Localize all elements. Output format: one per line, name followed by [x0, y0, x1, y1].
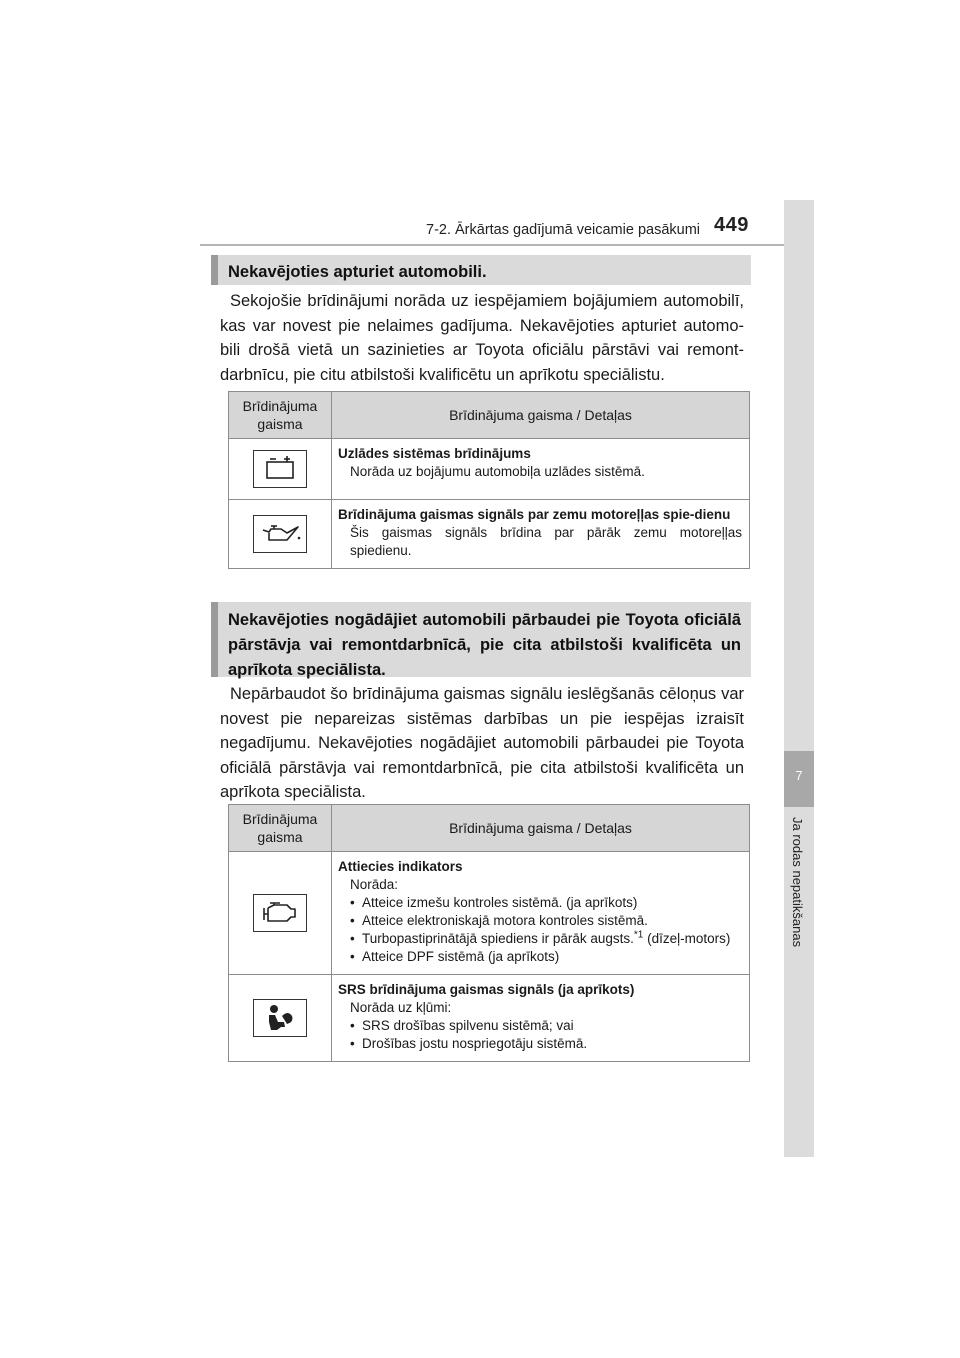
header-section-title: 7-2. Ārkārtas gadījumā veicamie pasākumi [426, 222, 701, 238]
row-body: Šis gaismas signāls brīdina par pārāk zemu motoreļļas spiedienu. [350, 525, 742, 558]
details-cell [332, 439, 750, 500]
chapter-side-tab [784, 200, 814, 1157]
icon-cell [229, 500, 332, 569]
col-warning-light: Brīdinājuma gaisma [229, 805, 332, 852]
icon-cell [229, 439, 332, 500]
warning-table-2 [228, 804, 750, 1062]
col-warning-light: Brīdinājuma gaisma [229, 392, 332, 439]
chapter-number: 7 [795, 768, 803, 783]
row-body: Norāda: [350, 877, 399, 892]
footnote-marker: *1 [633, 929, 644, 941]
table-header-row [229, 805, 750, 852]
table-row [229, 500, 750, 569]
chapter-label: Ja rodas nepatikšanas [790, 817, 805, 948]
warning-table-1 [228, 391, 750, 569]
col-warning-details: Brīdinājuma gaisma / Detaļas [332, 392, 750, 439]
table-row [229, 439, 750, 500]
section2-banner: Nekavējoties nogādājiet automobili pārbaudei pie Toyota oficiālā pārstāvja vai remontdarbnīcā, pie cita atbilstoši kvalificēta un aprīkota speciālista. [211, 602, 751, 677]
header-divider [200, 244, 814, 246]
bullet-list [338, 1017, 742, 1053]
list-item: • Drošības jostu nospriegotāju sistēmā. [350, 1035, 742, 1053]
row-title: SRS brīdinājuma gaismas signāls (ja aprīkots) [338, 982, 635, 997]
section2-paragraph: Nepārbaudot šo brīdinājuma gaismas signālu ieslēgšanās cēloņus var novest pie nepareizas sistēmas darbības un pie iespējas izraisīt negadījumu. Nekavējoties nogādājiet automobili pārbaudei pie Toyota oficiālā pārstāvja vai remontdarbnīcā, pie cita atbilstoši kvalificēta un aprīkota speciālista. [220, 685, 744, 801]
col-warning-details: Brīdinājuma gaisma / Detaļas [332, 805, 750, 852]
details-cell [332, 852, 750, 975]
table-row [229, 852, 750, 975]
icon-cell [229, 975, 332, 1062]
row-title: Uzlādes sistēmas brīdinājums [338, 446, 531, 461]
list-item [350, 930, 742, 948]
details-cell [332, 975, 750, 1062]
list-item: • Atteice DPF sistēmā (ja aprīkots) [350, 948, 742, 966]
row-body: Norāda uz kļūmi: [350, 1000, 452, 1015]
icon-cell [229, 852, 332, 975]
list-item: • Atteice elektroniskajā motora kontroles sistēmā. [350, 912, 742, 930]
section1-banner: Nekavējoties apturiet automobili. [211, 255, 751, 285]
oil-pressure-warning-icon [253, 515, 307, 553]
check-engine-icon [253, 894, 307, 932]
list-item: • SRS drošības spilvenu sistēmā; vai [350, 1017, 742, 1035]
bullet-list [338, 894, 742, 966]
row-title: Attiecies indikators [338, 859, 463, 874]
list-item: • Atteice izmešu kontroles sistēmā. (ja aprīkots) [350, 894, 742, 912]
details-cell [332, 500, 750, 569]
page-number: 449 [714, 214, 749, 236]
row-title: Brīdinājuma gaismas signāls par zemu motoreļļas spie-dienu [338, 507, 731, 522]
table-header-row [229, 392, 750, 439]
list-item-tail: (dīzeļ-motors) [643, 931, 731, 946]
srs-airbag-icon [253, 999, 307, 1037]
battery-charge-warning-icon [253, 450, 307, 488]
section1-paragraph: Sekojošie brīdinājumi norāda uz iespējamiem bojājumiem automobilī, kas var novest pie nelaimes gadījuma. Nekavējoties apturiet automo-bili drošā vietā un sazinieties ar Toyota oficiālu pārstāvi vai remont-darbnīcu, pie citu atbilstoši kvalificētu un aprīkotu speciālistu. [220, 292, 744, 384]
row-body: Norāda uz bojājumu automobiļa uzlādes sistēmā. [350, 464, 645, 479]
table-row [229, 975, 750, 1062]
list-item-text: Turbopastiprinātājā spiediens ir pārāk augsts. [362, 931, 634, 946]
